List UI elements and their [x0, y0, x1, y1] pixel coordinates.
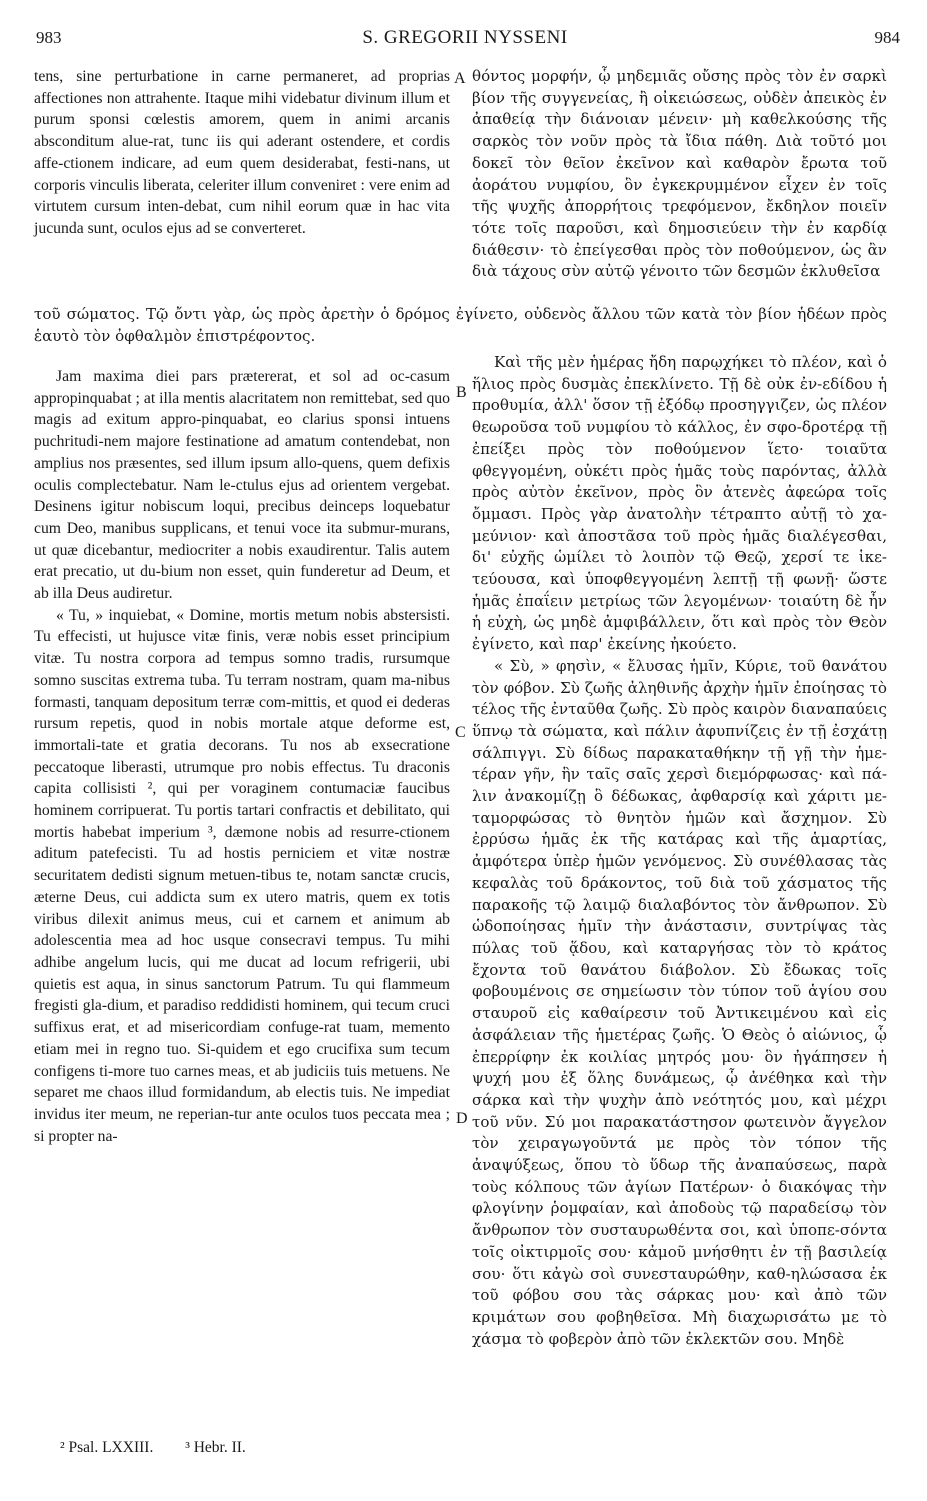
section-marker-a: A — [454, 70, 466, 87]
greek-column-top — [472, 66, 887, 283]
greek-paragraph: « Σὺ, » φησὶν, « ἔλυσας ἡμῖν, Κύριε, τοῦ θανάτου τὸν φόβον. Σὺ ζωῆς ἀληθινῆς ἀρχὴν ἡμῖν ἐποίησας τὸ τέλος τῆς ἐνταῦθα ζωῆς. Σὺ πρὸς καιρὸν διαναπαύεις ὕπνῳ τὰ σώματα, καὶ πάλιν ἀφυπνίζεις ἐν τῇ ἐσχάτῃ σάλπιγγι. Σὺ δίδως παρακαταθήκην τῇ γῇ τὴν ἡμε-τέραν γῆν, ἣν ταῖς σαῖς χερσὶ διεμόρφωσας· καὶ πά-λιν ἀνακομίζῃ ὃ δέδωκας, ἀφθαρσίᾳ καὶ χάριτι με-ταμορφώσας τὸ θνητὸν ἡμῶν καὶ ἄσχημον. Σὺ ἐρρύσω ἡμᾶς ἐκ τῆς κατάρας καὶ τῆς ἁμαρτίας, ἀμφότερα ὑπὲρ ἡμῶν γενόμενος. Σὺ συνέθλασας τὰς κεφαλὰς τοῦ δράκοντος, τοῦ διὰ τοῦ χάσματος τῆς παρακοῆς τῷ λαιμῷ διαλαβόντος τὸν ἄνθρωπον. Σὺ ὡδοποίησας ἡμῖν τὴν ἀνάστασιν, συντρίψας τὰς πύλας τοῦ ᾅδου, καὶ καταργήσας τὸν τὸ κράτος ἔχοντα τοῦ θανάτου διάβολον. Σὺ ἔδωκας τοῖς φοβουμένοις σε σημείωσιν τὸν τύπον τοῦ ἁγίου σου σταυροῦ εἰς καθαίρεσιν τοῦ Ἀντικειμένου καὶ εἰς ἀσφάλειαν τῆς ἡμετέρας ζωῆς. Ὁ Θεὸς ὁ αἰώνιος, ᾧ ἐπερρίφην ἐκ κοιλίας μητρός μου· ὃν ἠγάπησεν ἡ ψυχή μου ἐξ ὅλης δυνάμεως, ᾧ ἀνέθηκα καὶ τὴν σάρκα καὶ τὴν ψυχὴν ἀπὸ νεότητός μου, καὶ μέχρι τοῦ νῦν. Σύ μοι παρακατάστησον φωτεινὸν ἄγγελον τὸν χειραγωγοῦντά με πρὸς τὸν τόπον τῆς ἀναψύξεως, ὅπου τὸ ὕδωρ τῆς ἀναπαύσεως, παρὰ τοὺς κόλπους τῶν ἁγίων Πατέρων· ὁ διακόψας τὴν φλογίνην ῥομφαίαν, καὶ ἀποδοὺς τῷ παραδείσῳ τὸν ἄνθρωπον τὸν συσταυρωθέντα σοι, καὶ ὑποπε-σόντα τοῖς οἰκτιρμοῖς σου· κἀμοῦ μνήσθητι ἐν τῇ βασιλείᾳ σου· ὅτι κἀγὼ σοὶ συνεσταυρώθην, καθ-ηλώσασα ἐκ τοῦ φόβου σου τὰς σάρκας μου· καὶ ἀπὸ τῶν κριμάτων σου φοβηθεῖσα. Μὴ διαχωρισάτω με τὸ χάσμα τὸ φοβερὸν ἀπὸ τῶν ἐκλεκτῶν σου. Μηδὲ — [472, 656, 887, 1348]
greek-paragraph: Καὶ τῆς μὲν ἡμέρας ἤδη παρῳχήκει τὸ πλέον, καὶ ὁ ἥλιος πρὸς δυσμὰς ἐπεκλίνετο. Τῇ δὲ οὐκ ἐν-εδίδου ἡ προθυμία, ἀλλ' ὅσον τῇ ἐξόδῳ προσηγγιζεν, ὡς πλέον θεωροῦσα τοῦ νυμφίου τὸ κάλλος, ἐν σφο-δροτέρᾳ τῇ ἐπείξει πρὸς τὸν ποθούμενον ἵετο· τοιαῦτα φθεγγομένη, οὐκέτι πρὸς ἡμᾶς τοὺς παρόντας, ἀλλὰ πρὸς αὐτὸν ἐκεῖνον, πρὸς ὃν ἀτενὲς ἀφεώρα τοῖς ὄμμασι. Πρὸς γὰρ ἀνατολὴν τέτραπτο αὐτῇ τὸ χα-μεύνιον· καὶ ἀποστᾶσα τοῦ πρὸς ἡμᾶς διαλέγεσθαι, δι' εὐχῆς ὡμίλει τὸ λοιπὸν τῷ Θεῷ, χερσί τε ἱκε-τεύουσα, καὶ ὑποφθεγγομένη λεπτῇ τῇ φωνῇ· ὥστε ἡμᾶς ἐπαΐειν μετρίως τῶν λεγομένων· τοιαύτη δὲ ἦν ἡ εὐχὴ, ὡς μηδὲ ἀμφιβάλλειν, ὅτι καὶ πρὸς τὸν Θεὸν ἐγίνετο, καὶ παρ' ἐκείνης ἠκούετο. — [472, 353, 887, 654]
latin-paragraph: « Tu, » inquiebat, « Domine, mortis metum nobis abstersisti. Tu effecisti, ut hujusce vitæ finis, veræ nobis esset principium vitæ. Tu nostra corpora ad tempus somno tradis, rursumque somno suscitas extrema tuba. Tu terram nostram, quam ma-nibus formasti, tanquam depositum terræ com-mittis, et quod ei dederas rursum repetis, quod in nobis mortale atque deforme est, immortali-tate et gratia decorans. Tu nos ab exsecratione peccatoque liberasti, utrumque pro nobis effectus. Tu draconis capita collisisti ², qui per voraginem contumaciæ faucibus hominem corripuerat. Tu portis tartari confractis et debilitato, qui mortis habebat imperium ³, dæmone nobis ad resurre-ctionem aditum patefecisti. Tu ad hostis perniciem et vitæ nostræ securitatem dedisti signum metuen-tibus te, notam sanctæ crucis, æterne Deus, cui addicta sum ex utero matris, quem ex totis viribus dilexit animus meus, cui et carnem et animum ab adolescentia mea ad hoc usque consecravi tempus. Tu mihi adhibe angelum lucis, qui me ducat ad locum refrigerii, ubi quietis est aqua, in sinus sanctorum Patrum. Tu qui flammeum fregisti gla-dium, et paradiso reddidisti hominem, qui tecum cruci suffixus erat, et ad misericordiam confuge-rat tuam, memento etiam mei in regno tuo. Si-quidem et ego crucifixa sum tecum configens ti-more tuo carnes meas, et ab judiciis tuis metuens. Ne separet me chaos illud formidandum, ab electis tuis. Ne impediat invidus iter meum, ne reperian-tur ante oculos tuos peccata mea ; si propter na- — [34, 606, 450, 1145]
latin-paragraph: Jam maxima diei pars prætererat, et sol ad oc-casum appropinquabat ; at illa mentis alacritatem non remittebat, sed quo magis ad exitum appro-pinquabat, eo clarius sponsi intuens puchritudi-nem majore festinatione ad amatum contendebat, non amplius nos præsentes, sed illum ipsum allo-quens, quem defixis oculis complectebatur. Nam le-ctulus ejus ad orientem vergebat. Desinens igitur nobiscum loqui, precibus deinceps loquebatur cum Deo, manibus supplicans, et tenui voce ita submur-murans, ut quæ dicebantur, mediocriter a nobis exaudirentur. Talis autem erat precatio, ut du-bium non esset, quin funderetur ad Deum, et ab illa Deus audiretur. — [34, 368, 450, 603]
greek-paragraph: τοῦ σώματος. Τῷ ὄντι γὰρ, ὡς πρὸς ἀρετὴν ὁ δρόμος ἐγίνετο, οὐδενὸς ἄλλου τῶν κατὰ τὸν βίον ἡδέων πρὸς ἑαυτὸ τὸν ὀφθαλμὸν ἐπιστρέφοντος. — [34, 305, 887, 345]
greek-column-main — [472, 352, 887, 1350]
section-marker-c: C — [455, 724, 466, 741]
section-marker-b: B — [456, 384, 467, 401]
page-number-right: 984 — [874, 28, 900, 47]
running-title: S. GREGORII NYSSENI — [362, 27, 568, 48]
greek-paragraph: θόντος μορφήν, ᾧ μηδεμιᾶς οὔσης πρὸς τὸν ἐν σαρκὶ βίον τῆς συγγενείας, ἢ οἰκειώσεως, οὐδὲν ἀπεικὸς ἐν ἀπαθείᾳ τὴν διάνοιαν μένειν· μὴ καθελκούσης τῆς σαρκὸς τὸν νοῦν πρὸς τὰ ἴδια πάθη. Διὰ τοῦτό μοι δοκεῖ τὸν θεῖον ἐκεῖνον καὶ καθαρὸν ἔρωτα τοῦ ἀοράτου νυμφίου, ὃν ἐγκεκρυμμένον εἶχεν ἐν τοῖς τῆς ψυχῆς ἀπορρήτοις τρεφόμενον, ἔκδηλον ποιεῖν τότε τοῖς παροῦσι, καὶ δημοσιεύειν τὴν ἐν καρδίᾳ διάθεσιν· τὸ ἐπείγεσθαι πρὸς τὸν ποθούμενον, ὡς ἂν διὰ τάχους σὺν αὐτῷ γένοιτο τῶν δεσμῶν ἐκλυθεῖσα — [472, 67, 887, 281]
footnote: ² Psal. LXXIII. — [60, 1439, 154, 1456]
greek-spanning-line — [34, 304, 887, 347]
latin-paragraph: tens, sine perturbatione in carne permaneret, ad proprias affectiones non attrahente. Itaque mihi videbatur divinum illum et purum sponsi cœlestis amorem, quem in animi arcanis absconditum alue-rat, tunc iis qui aderant ostendere, et cordis affe-ctionem indicare, ad eum quem desiderabat, festi-nans, ut corporis vinculis liberata, celeriter illum conveniret : vere enim ad virtutem cursum inten-debat, cum nihil eorum quæ in hac vita jucunda sunt, oculos ejus ad se converteret. — [34, 68, 450, 237]
footnote: ³ Hebr. II. — [185, 1439, 246, 1456]
page-number-left: 983 — [36, 28, 62, 47]
footnotes — [60, 1439, 480, 1457]
running-header — [30, 22, 900, 62]
latin-column-main — [34, 366, 450, 1147]
latin-column-top — [34, 66, 450, 240]
section-marker-d: D — [456, 1110, 468, 1127]
